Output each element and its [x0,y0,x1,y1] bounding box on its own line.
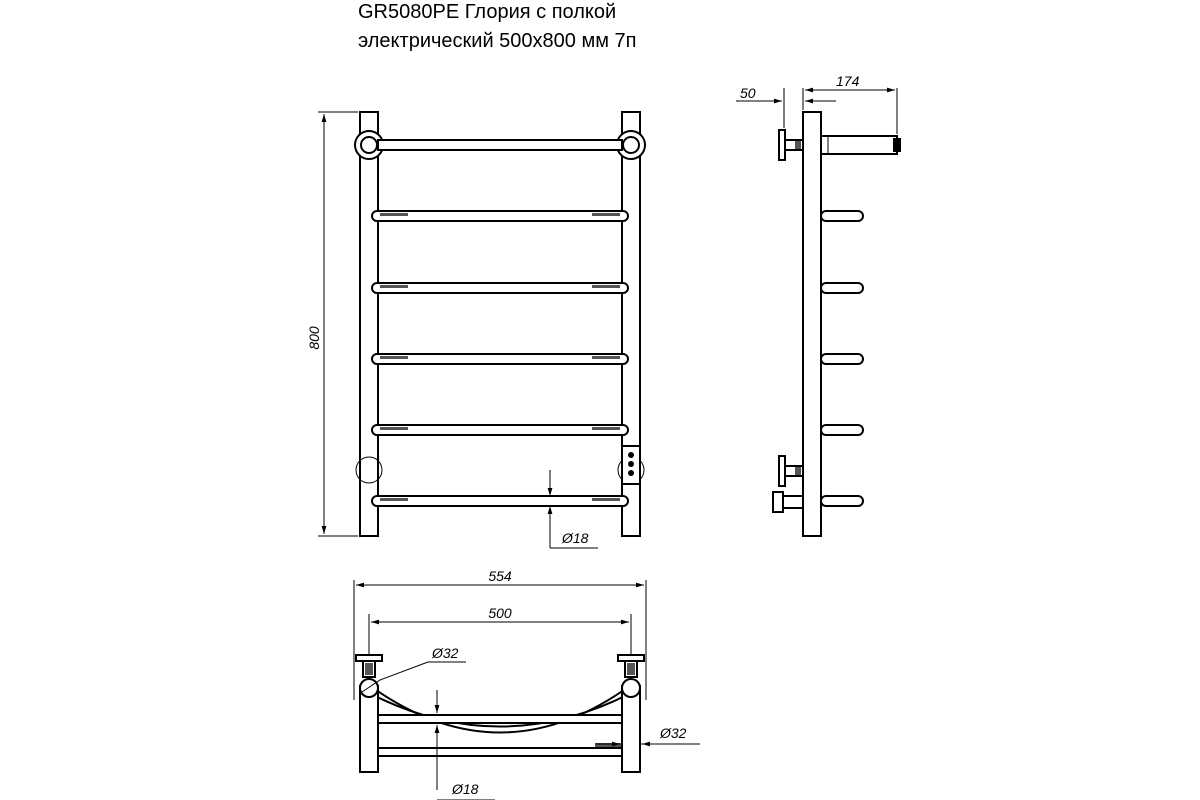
total-width-label: 554 [488,568,512,584]
diam-side-label: Ø32 [660,725,687,741]
top-right-joint [622,679,640,697]
depth-label: 174 [836,73,860,89]
axis-width-label: 500 [488,605,512,621]
top-view [354,568,700,800]
height-dimension [306,112,358,536]
diam-side-callout [596,725,700,744]
side-top-bracket [779,130,803,160]
front-rungs [372,211,628,506]
side-heater-plug [773,492,803,512]
top-shelf-curve [369,685,631,733]
width-dimensions [354,568,646,700]
diam-top-label: Ø32 [432,645,459,661]
switch-box [622,446,640,484]
height-label: 800 [306,326,322,350]
side-view [736,73,901,536]
pipe-bottom-callout [437,690,495,800]
pipe-front-callout [550,470,598,548]
title-line-2: электрический 500х800 мм 7п [358,30,637,52]
front-left-post [360,112,378,536]
front-top-shelf [355,131,645,159]
front-view [306,112,645,548]
side-shelf-arm [821,136,901,154]
side-bottom-bracket [779,456,803,486]
top-right-post [622,686,640,772]
pipe-front-label: Ø18 [562,530,589,546]
top-left-joint [360,679,378,697]
side-post [803,112,821,536]
pipe-bottom-label: Ø18 [452,781,479,797]
top-right-bracket [618,655,644,677]
top-rungs [378,715,622,756]
title-line-1: GR5080PE Глория с полкой [358,1,617,23]
top-left-post [360,686,378,772]
top-left-bracket [356,655,382,677]
side-rungs [821,211,863,506]
offset-label: 50 [740,85,756,101]
